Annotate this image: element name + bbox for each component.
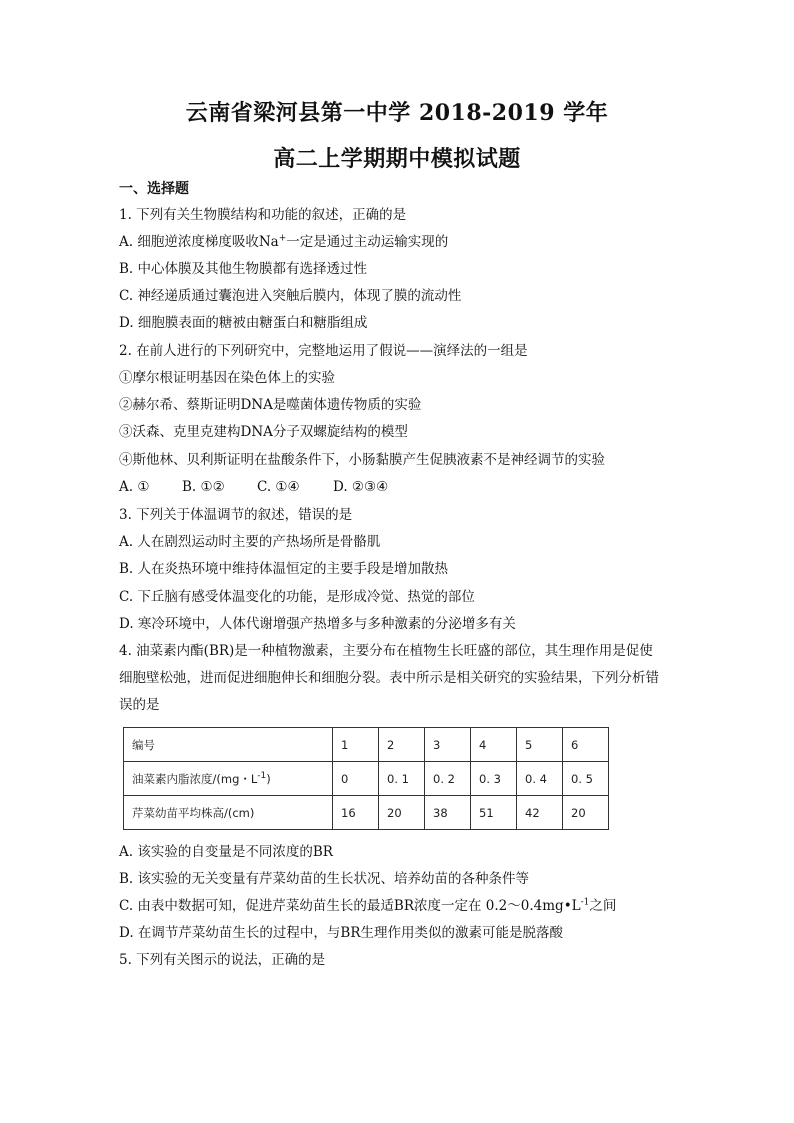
section-heading: 一、选择题 (119, 181, 189, 197)
concentration-label-post: ) (266, 771, 271, 786)
table-cell: 20 (379, 796, 425, 830)
q4-stem-line-3: 误的是 (119, 697, 160, 713)
table-row-label-concentration (124, 762, 333, 796)
q1-option-b: B. 中心体膜及其他生物膜都有选择透过性 (119, 261, 368, 277)
table-cell: 3 (425, 728, 471, 762)
q2-option-a: A. ① (119, 479, 150, 495)
q1-stem: 1. 下列有关生物膜结构和功能的叙述，正确的是 (119, 207, 407, 223)
q4-option-c-post: 之间 (589, 898, 617, 914)
q2-option-d: D. ②③④ (333, 479, 389, 495)
q2-item-2: ②赫尔希、蔡斯证明DNA是噬菌体遗传物质的实验 (119, 397, 422, 413)
q3-option-a: A. 人在剧烈运动时主要的产热场所是骨骼肌 (119, 534, 381, 550)
table-row-label-number: 编号 (124, 728, 333, 762)
table-cell: 1 (333, 728, 379, 762)
q1-option-a (119, 233, 448, 251)
table-row (124, 796, 609, 830)
q5-stem: 5. 下列有关图示的说法，正确的是 (119, 952, 326, 968)
q1-option-a-post: 一定是通过主动运输实现的 (286, 234, 449, 250)
title-line-2: 高二上学期期中模拟试题 (273, 146, 521, 172)
q2-option-c: C. ①④ (257, 479, 300, 495)
q3-option-d: D. 寒冷环境中，人体代谢增强产热增多与多种激素的分泌增多有关 (119, 616, 516, 632)
q3-option-b: B. 人在炎热环境中维持体温恒定的主要手段是增加散热 (119, 561, 449, 577)
q2-item-4: ④斯他林、贝利斯证明在盐酸条件下，小肠黏膜产生促胰液素不是神经调节的实验 (119, 452, 605, 468)
table-cell: 5 (517, 728, 563, 762)
q3-stem: 3. 下列关于体温调节的叙述，错误的是 (119, 507, 353, 523)
table-cell: 20 (563, 796, 609, 830)
q4-stem-line-1: 4. 油菜素内酯(BR)是一种植物激素，主要分布在植物生长旺盛的部位，其生理作用是促使 (119, 643, 653, 659)
q3-option-c: C. 下丘脑有感受体温变化的功能，是形成冷觉、热觉的部位 (119, 589, 475, 605)
q1-option-a-pre: A. 细胞逆浓度梯度吸收Na (119, 234, 279, 250)
table-row (124, 728, 609, 762)
table-row-label-height: 芹菜幼苗平均株高/(cm) (124, 796, 333, 830)
q2-options (119, 478, 388, 496)
q4-option-c (119, 897, 616, 915)
q1-option-a-sup: + (278, 233, 287, 244)
q2-stem: 2. 在前人进行的下列研究中，完整地运用了假说——演绎法的一组是 (119, 343, 528, 359)
table-cell: 6 (563, 728, 609, 762)
q4-option-b: B. 该实验的无关变量有芹菜幼苗的生长状况、培养幼苗的各种条件等 (119, 871, 530, 887)
table-cell: 16 (333, 796, 379, 830)
q4-stem-line-2: 细胞壁松弛，进而促进细胞伸长和细胞分裂。表中所示是相关研究的实验结果，下列分析错 (119, 670, 659, 686)
experiment-table (123, 727, 609, 830)
table-cell: 2 (379, 728, 425, 762)
q2-item-1: ①摩尔根证明基因在染色体上的实验 (119, 370, 335, 386)
table-cell: 0. 3 (471, 762, 517, 796)
table-cell: 0. 5 (563, 762, 609, 796)
q2-option-b: B. ①② (182, 479, 225, 495)
q2-item-3: ③沃森、克里克建构DNA分子双螺旋结构的模型 (119, 424, 408, 440)
table-row (124, 762, 609, 796)
table-cell: 51 (471, 796, 517, 830)
table-cell: 0. 1 (379, 762, 425, 796)
table-cell: 4 (471, 728, 517, 762)
table-cell: 0 (333, 762, 379, 796)
q4-option-a: A. 该实验的自变量是不同浓度的BR (119, 844, 333, 860)
table-cell: 0. 4 (517, 762, 563, 796)
table-cell: 38 (425, 796, 471, 830)
q1-option-d: D. 细胞膜表面的糖被由糖蛋白和糖脂组成 (119, 315, 368, 331)
title-line-1: 云南省梁河县第一中学 2018-2019 学年 (185, 100, 609, 126)
q4-option-c-sup: -1 (580, 897, 590, 908)
q4-option-d: D. 在调节芹菜幼苗生长的过程中，与BR生理作用类似的激素可能是脱落酸 (119, 925, 564, 941)
q4-option-c-pre: C. 由表中数据可知，促进芹菜幼苗生长的最适BR浓度一定在 0.2～0.4mg•L (119, 898, 581, 914)
concentration-label-pre: 油菜素内脂浓度/(mg・L (132, 771, 258, 786)
q1-option-c: C. 神经递质通过囊泡进入突触后膜内，体现了膜的流动性 (119, 288, 462, 304)
table-cell: 0. 2 (425, 762, 471, 796)
table-cell: 42 (517, 796, 563, 830)
concentration-label-sup: -1 (257, 770, 267, 781)
